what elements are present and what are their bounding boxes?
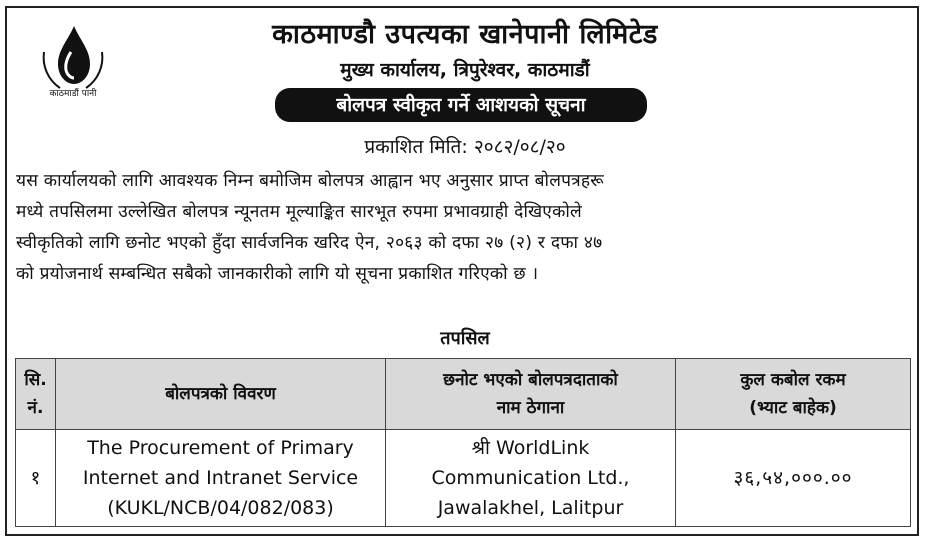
bidder-column-header: छनोट भएको बोलपत्रदाताको नाम ठेगाना (386, 359, 676, 430)
body-line: स्वीकृतिको लागि छनोट भएको हुँदा सार्वजनिक खरिद ऐन, २०६३ को दफा २७ (२) र दफा ४७ (16, 233, 603, 253)
amount-column-header: कुल कबोल रकम (भ्याट बाहेक) (676, 359, 911, 430)
body-line: मध्ये तपसिलमा उल्लेखित बोलपत्र न्यूनतम मूल्याङ्कित सारभूत रुपमा प्रभावग्राही देखिएकोले (16, 202, 582, 222)
organization-title: काठमाण्डौ उपत्यका खानेपानी लिमिटेड (272, 19, 658, 50)
amount-cell: ३६,५४,०००.०० (676, 430, 911, 527)
selected-bid-table (15, 358, 911, 527)
body-line: को प्रयोजनार्थ सम्बन्धित सबैको जानकारीको लागि यो सूचना प्रकाशित गरिएको छ । (16, 264, 539, 284)
body-line: यस कार्यालयको लागि आवश्यक निम्न बमोजिम बोलपत्र आह्वान भए अनुसार प्राप्त बोलपत्रहरू (16, 171, 604, 191)
description-column-header: बोलपत्रको विवरण (56, 359, 386, 430)
serial-column-header: सि. नं. (16, 359, 56, 430)
table-header-row (16, 359, 911, 430)
office-address: मुख्य कार्यालय, त्रिपुरेश्वर, काठमाडौं (340, 59, 590, 81)
svg-text:काठमाडौं पानी: काठमाडौं पानी (49, 89, 97, 98)
notice-body (16, 166, 912, 290)
bidder-cell: श्री WorldLink Communication Ltd., Jawalakhel, Lalitpur (386, 430, 676, 527)
notice-banner: बोलपत्र स्वीकृत गर्ने आशयको सूचना (275, 88, 647, 122)
serial-cell: १ (16, 430, 56, 527)
table-row (16, 430, 911, 527)
published-date: प्रकाशित मिति: २०८२/०८/२० (364, 136, 566, 158)
table-heading: तपसिल (440, 328, 490, 349)
description-cell: The Procurement of Primary Internet and Intranet Service (KUKL/NCB/04/082/083) (56, 430, 386, 527)
